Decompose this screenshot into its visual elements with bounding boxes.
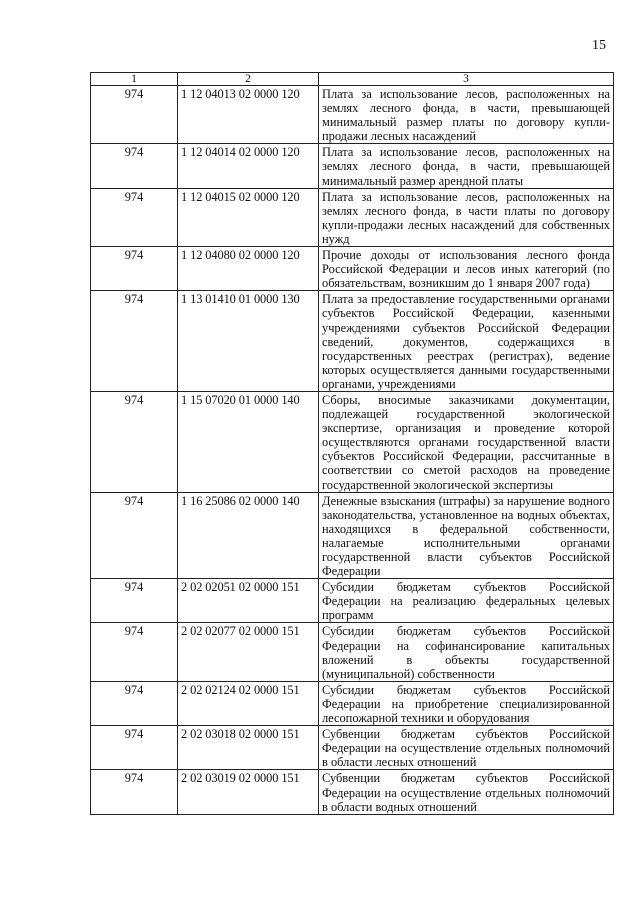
revenue-description-cell: Плата за использование лесов, расположенных на землях лесного фонда, в части платы по договору купли-продажи лесных насаждений для собственных нужд bbox=[319, 188, 614, 246]
revenue-description-cell: Субвенции бюджетам субъектов Российской Федерации на осуществление отдельных полномочий в области лесных отношений bbox=[319, 726, 614, 770]
budget-classification-code-cell: 1 12 04013 02 0000 120 bbox=[178, 86, 319, 144]
budget-classification-code-cell: 2 02 03019 02 0000 151 bbox=[178, 770, 319, 814]
budget-classification-code-cell: 1 12 04014 02 0000 120 bbox=[178, 144, 319, 188]
revenue-description-cell: Плата за предоставление государственными органами субъектов Российской Федерации, казенными учреждениями субъектов Российской Федерации сведений, документов, содержащихся в государственных реестрах (регистрах), ведение которых осуществляется данными государственными органами, учреждениями bbox=[319, 291, 614, 392]
budget-classification-code-cell: 2 02 02124 02 0000 151 bbox=[178, 681, 319, 725]
revenue-description-cell: Субсидии бюджетам субъектов Российской Федерации на приобретение специализированной лесопожарной техники и оборудования bbox=[319, 681, 614, 725]
page-number: 15 bbox=[592, 38, 606, 53]
admin-code-cell: 974 bbox=[91, 291, 178, 392]
table-row bbox=[91, 188, 614, 246]
budget-classification-code-cell: 1 12 04080 02 0000 120 bbox=[178, 247, 319, 291]
revenue-description-cell: Субсидии бюджетам субъектов Российской Федерации на софинансирование капитальных вложений в объекты государственной (муниципальной) собственности bbox=[319, 623, 614, 681]
revenue-description-cell: Сборы, вносимые заказчиками документации, подлежащей государственной экологической экспертизе, организация и проведение которой осуществляются органами государственной власти субъектов Российской Федерации, рассчитанные в соответствии со сметой расходов на проведение государственной экологической экспертизы bbox=[319, 391, 614, 492]
admin-code-cell: 974 bbox=[91, 623, 178, 681]
budget-classification-code-cell: 1 16 25086 02 0000 140 bbox=[178, 492, 319, 579]
revenue-description-cell: Прочие доходы от использования лесного фонда Российской Федерации и лесов иных категорий (по обязательствам, возникшим до 1 января 2007 года) bbox=[319, 247, 614, 291]
column-header-1: 1 bbox=[91, 73, 178, 86]
budget-classification-code-cell: 1 15 07020 01 0000 140 bbox=[178, 391, 319, 492]
admin-code-cell: 974 bbox=[91, 188, 178, 246]
revenue-description-cell: Субсидии бюджетам субъектов Российской Федерации на реализацию федеральных целевых программ bbox=[319, 579, 614, 623]
table-row bbox=[91, 391, 614, 492]
budget-classification-code-cell: 2 02 02051 02 0000 151 bbox=[178, 579, 319, 623]
budget-classification-code-cell: 2 02 02077 02 0000 151 bbox=[178, 623, 319, 681]
table-row bbox=[91, 579, 614, 623]
table-row bbox=[91, 770, 614, 814]
admin-code-cell: 974 bbox=[91, 681, 178, 725]
column-header-2: 2 bbox=[178, 73, 319, 86]
budget-classification-code-cell: 1 12 04015 02 0000 120 bbox=[178, 188, 319, 246]
admin-code-cell: 974 bbox=[91, 579, 178, 623]
admin-code-cell: 974 bbox=[91, 144, 178, 188]
table-row bbox=[91, 681, 614, 725]
revenue-description-cell: Плата за использование лесов, расположенных на землях лесного фонда, в части, превышающей минимальный размер платы по договору купли-продажи лесных насаждений bbox=[319, 86, 614, 144]
revenue-description-cell: Плата за использование лесов, расположенных на землях лесного фонда, в части, превышающей минимальный размер арендной платы bbox=[319, 144, 614, 188]
table-row bbox=[91, 247, 614, 291]
revenue-description-cell: Денежные взыскания (штрафы) за нарушение водного законодательства, установленное на водных объектах, находящихся в федеральной собственности, налагаемые исполнительными органами государственной власти субъектов Российской Федерации bbox=[319, 492, 614, 579]
admin-code-cell: 974 bbox=[91, 247, 178, 291]
admin-code-cell: 974 bbox=[91, 726, 178, 770]
table-row bbox=[91, 726, 614, 770]
table-row bbox=[91, 492, 614, 579]
table-row bbox=[91, 291, 614, 392]
admin-code-cell: 974 bbox=[91, 492, 178, 579]
admin-code-cell: 974 bbox=[91, 770, 178, 814]
revenue-description-cell: Субвенции бюджетам субъектов Российской Федерации на осуществление отдельных полномочий в области водных отношений bbox=[319, 770, 614, 814]
table-row bbox=[91, 144, 614, 188]
budget-classification-code-cell: 1 13 01410 01 0000 130 bbox=[178, 291, 319, 392]
admin-code-cell: 974 bbox=[91, 391, 178, 492]
budget-classification-code-cell: 2 02 03018 02 0000 151 bbox=[178, 726, 319, 770]
table-row bbox=[91, 86, 614, 144]
admin-code-cell: 974 bbox=[91, 86, 178, 144]
table-header-row bbox=[91, 73, 614, 86]
column-header-3: 3 bbox=[319, 73, 614, 86]
revenue-codes-table bbox=[90, 72, 614, 815]
table-row bbox=[91, 623, 614, 681]
